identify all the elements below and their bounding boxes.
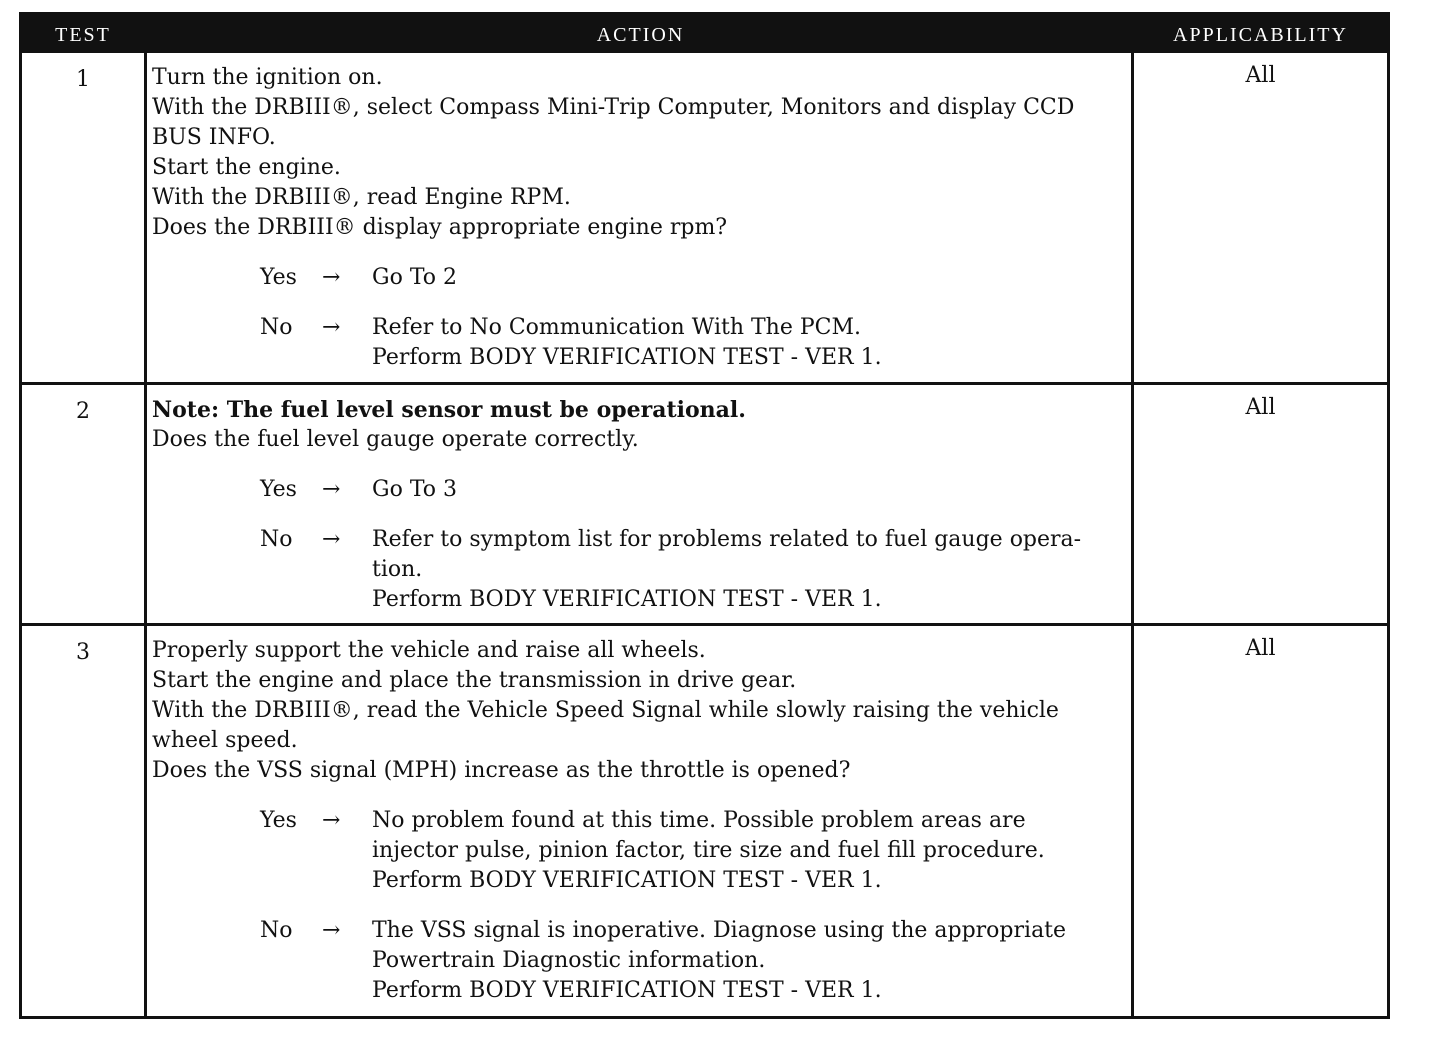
answer-line: Refer to symptom list for problems related to fuel gauge opera- bbox=[372, 527, 1082, 552]
no-label: No bbox=[260, 315, 293, 340]
action-line: Does the DRBIII® display appropriate engine rpm? bbox=[152, 215, 728, 240]
arrow-right-icon: → bbox=[322, 265, 341, 290]
table-header bbox=[22, 15, 1387, 53]
answer-line: tion. bbox=[372, 557, 423, 582]
answer-line: No problem found at this time. Possible problem areas are bbox=[372, 808, 1026, 833]
arrow-right-icon: → bbox=[322, 477, 341, 502]
answer-line: Perform BODY VERIFICATION TEST - VER 1. bbox=[372, 587, 882, 612]
applicability-value: All bbox=[1245, 63, 1276, 88]
answer-line: Go To 3 bbox=[372, 477, 458, 502]
answer-line: Refer to No Communication With The PCM. bbox=[372, 315, 861, 340]
yes-answer bbox=[152, 806, 1127, 896]
answer-line: Powertrain Diagnostic information. bbox=[372, 948, 766, 973]
answer-line: The VSS signal is inoperative. Diagnose using the appropriate bbox=[372, 918, 1067, 943]
action-line: Start the engine and place the transmission in drive gear. bbox=[152, 668, 797, 693]
yes-label: Yes bbox=[260, 808, 297, 833]
test-number: 1 bbox=[76, 67, 90, 92]
action-cell bbox=[152, 636, 1127, 1006]
header-action: ACTION bbox=[596, 24, 685, 46]
answer-line: Perform BODY VERIFICATION TEST - VER 1. bbox=[372, 345, 882, 370]
answer-line: injector pulse, pinion factor, tire size and fuel fill procedure. bbox=[372, 838, 1045, 863]
action-line: With the DRBIII®, read Engine RPM. bbox=[152, 185, 571, 210]
answer-line: Go To 2 bbox=[372, 265, 458, 290]
arrow-right-icon: → bbox=[322, 808, 341, 833]
test-number: 2 bbox=[76, 399, 90, 424]
applicability-value: All bbox=[1245, 636, 1276, 661]
no-label: No bbox=[260, 918, 293, 943]
no-answer bbox=[152, 916, 1127, 1006]
action-line: wheel speed. bbox=[152, 728, 298, 753]
arrow-right-icon: → bbox=[322, 527, 341, 552]
yes-label: Yes bbox=[260, 477, 297, 502]
table-row bbox=[22, 385, 1387, 623]
answer-line: Perform BODY VERIFICATION TEST - VER 1. bbox=[372, 978, 882, 1003]
action-cell bbox=[152, 395, 1127, 615]
yes-label: Yes bbox=[260, 265, 297, 290]
arrow-right-icon: → bbox=[322, 315, 341, 340]
no-label: No bbox=[260, 527, 293, 552]
yes-answer bbox=[152, 475, 1127, 505]
action-line: With the DRBIII®, read the Vehicle Speed Signal while slowly raising the vehicle bbox=[152, 698, 1059, 723]
answer-line: Perform BODY VERIFICATION TEST - VER 1. bbox=[372, 868, 882, 893]
action-line: With the DRBIII®, select Compass Mini-Trip Computer, Monitors and display CCD bbox=[152, 95, 1075, 120]
action-line: Properly support the vehicle and raise all wheels. bbox=[152, 638, 706, 663]
header-applicability: APPLICABILITY bbox=[1173, 24, 1348, 46]
action-cell bbox=[152, 63, 1127, 373]
action-line: Turn the ignition on. bbox=[152, 65, 383, 90]
no-answer bbox=[152, 525, 1127, 615]
note-line: Note: The fuel level sensor must be operational. bbox=[152, 397, 746, 423]
arrow-right-icon: → bbox=[322, 918, 341, 943]
table-row bbox=[22, 626, 1387, 1016]
action-line: Does the fuel level gauge operate correctly. bbox=[152, 427, 639, 452]
applicability-value: All bbox=[1245, 395, 1276, 420]
yes-answer bbox=[152, 263, 1127, 293]
header-test: TEST bbox=[55, 24, 111, 46]
action-line: Start the engine. bbox=[152, 155, 341, 180]
action-line: Does the VSS signal (MPH) increase as the throttle is opened? bbox=[152, 758, 851, 783]
test-number: 3 bbox=[76, 640, 90, 665]
diagnostic-test-table bbox=[19, 12, 1390, 1019]
action-line: BUS INFO. bbox=[152, 125, 276, 150]
no-answer bbox=[152, 313, 1127, 373]
table-row bbox=[22, 53, 1387, 382]
